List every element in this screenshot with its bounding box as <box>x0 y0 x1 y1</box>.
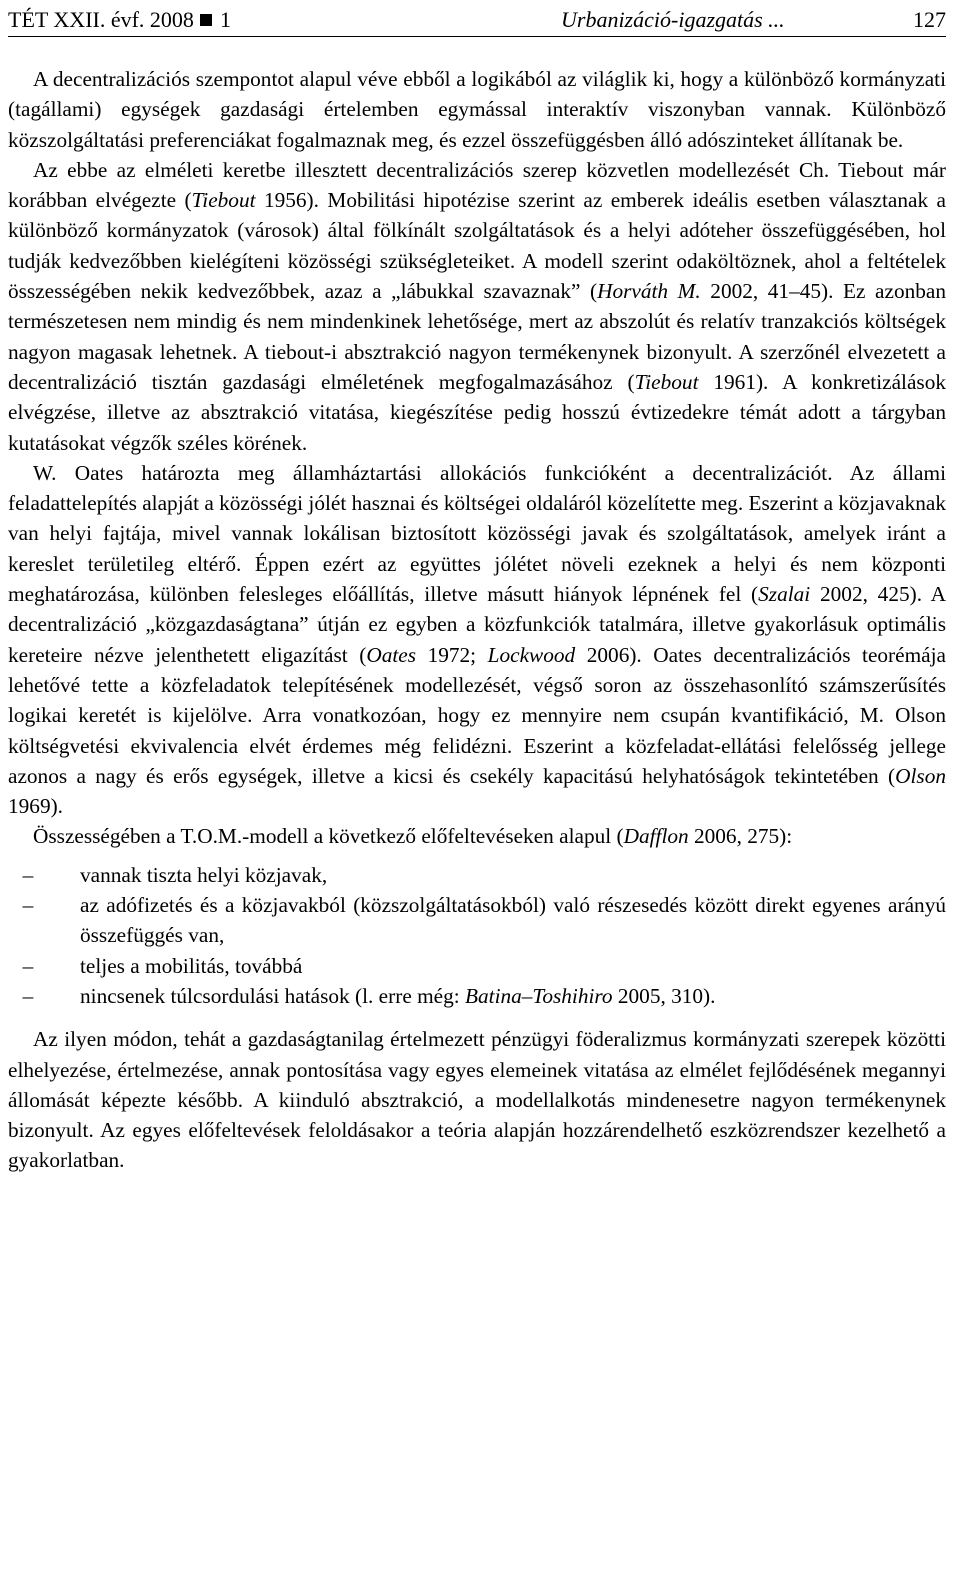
paragraph-4 <box>8 821 946 851</box>
citation: Szalai <box>758 582 811 607</box>
assumption-list <box>8 860 946 1011</box>
journal-info <box>8 4 231 36</box>
text-run: 2002, 41–45). Ez azonban természetesen nem mindig és nem mindenkinek lehetősége, mert az abszolút és relatív tranzakciós költségek nagyon magasak lehetnek. A tiebout-i absztrakció nagyon termékenynek bizonyult. A szerzőnél elvezetett a decentralizáció tisztán gazdasági elméletének megfogalmazásához ( <box>8 279 946 394</box>
citation: Lockwood <box>487 642 576 667</box>
list-item <box>8 860 946 890</box>
paragraph-3 <box>8 458 946 822</box>
dash-bullet-icon: – <box>22 893 34 918</box>
list-item <box>8 951 946 981</box>
citation: Olson <box>895 763 946 788</box>
journal-title: TÉT XXII. évf. 2008 <box>8 7 194 32</box>
dash-bullet-icon: – <box>22 953 34 978</box>
text-run: 2006). Oates decentralizációs teorémája lehetővé tette a közfeladatok telepítésének modellezését, végső soron az összehasonlító számszerűsítés logikai keretét is kijelölve. Arra vonatkozóan, hogy ez mennyire nem csupán kvantifikáció, M. Olson költségvetési ekvivalencia elvét érdemes még felidézni. Eszerint a közfeladat-ellátási felelősség jellege azonos a nagy és erős egységek, illetve a kicsi és csekély kapacitású helyhatóságok tekintetében ( <box>8 642 946 788</box>
paragraph-5: Az ilyen módon, tehát a gazdaságtanilag értelmezett pénzügyi föderalizmus kormányzati szerepek közötti elhelyezése, értelmezése, annak pontosítása vagy egyes elemeinek vitatása az elmélet fejlődésének megannyi állomását képezte később. A kiinduló absztrakció, a modellalkotás mindenesetre nagyon termékenynek bizonyult. Az egyes előfeltevések feloldásakor a teória alapján hozzárendelhető eszközrendszer kezelhető a gyakorlatban. <box>8 1027 946 1173</box>
running-header <box>8 4 946 37</box>
text-run: W. Oates határozta meg államháztartási allokációs funkcióként a decentralizációt. Az állami feladattelepítés alapját a közösségi jólét hasznai és költségei oldaláról közelítette meg. Eszerint a közjavaknak van helyi fajtája, mivel vannak lokálisan biztosított közösségi javak és szolgáltatások, amelyek iránt a kereslet területileg eltérő. Éppen ezért az együttes jólétet növeli ezeknek a helyi és nem központi meghatározása, különben felesleges előállítás, illetve másutt hiányok lépnének fel ( <box>8 460 946 607</box>
page-number: 127 <box>913 7 946 32</box>
citation: Tiebout <box>634 369 699 394</box>
list-item-text: 2005, 310). <box>612 983 716 1008</box>
citation: Batina–Toshihiro <box>465 983 613 1008</box>
text-run: 1956). Mobilitási hipotézise szerint az emberek ideális esetben választanak a különböző kormányzatok (városok) által fölkínált szolgáltatások és a helyi adóteher összefüggésében, hol tudják kedvezőbben kielégíteni közösségi szükségleteiket. A modell szerint odaköltöznek, ahol a feltételek összességében nekik kedvezőbbek, azaz a „lábukkal szavaznak” ( <box>8 188 947 304</box>
list-item-text: nincsenek túlcsordulási hatások (l. erre még: <box>80 983 465 1008</box>
dash-bullet-icon: – <box>22 862 34 887</box>
list-item-text: vannak tiszta helyi közjavak, <box>80 862 328 887</box>
square-bullet-icon <box>200 14 212 26</box>
list-item-text: teljes a mobilitás, továbbá <box>80 953 303 978</box>
paragraph-1: A decentralizációs szempontot alapul véve ebből a logikából az világlik ki, hogy a különböző kormányzati (tagállami) egységek gazdasági értelemben egymással interaktív viszonyban vannak. Különböző közszolgáltatási preferenciákat fogalmaznak meg, és ezzel összefüggésben álló adószinteket állítanak be. <box>8 67 946 152</box>
list-item <box>8 981 946 1011</box>
list-item-text: az adófizetés és a közjavakból (közszolgáltatásokból) való részesedés között direkt egyenes arányú összefüggés van, <box>80 893 946 948</box>
text-run: 2006, 275): <box>688 824 793 849</box>
citation: Oates <box>366 642 417 667</box>
citation: Horváth M. <box>597 279 701 304</box>
text-run: Összességében a T.O.M.-modell a következő előfeltevéseken alapul ( <box>33 824 624 849</box>
text-run: Az ebbe az elméleti keretbe illesztett decentralizációs szerep közvetlen modellezését Ch. Tiebout már korábban elvégezte ( <box>8 157 946 213</box>
citation: Tiebout <box>191 188 256 213</box>
paragraph-2 <box>8 155 946 458</box>
body-text <box>8 64 946 1176</box>
dash-bullet-icon: – <box>22 983 34 1008</box>
running-title: Urbanizáció-igazgatás ... <box>561 7 785 32</box>
text-run: 1969). <box>8 794 64 819</box>
citation: Dafflon <box>623 824 689 849</box>
text-run: 2002, 425). A decentralizáció „közgazdaságtana” útján ez egyben a közfunkciók tatalmára, illetve gyakorlásuk optimális kereteire nézve jelenthetett eligazítást ( <box>8 582 946 667</box>
text-run: 1972; <box>416 642 488 667</box>
text-run: 1961). A konkretizálások elvégzése, illetve az absztrakció vitatása, kiegészítése pedig hosszú évtizedekre témát adott a tárgyban kutatásokat végzők széles körének. <box>8 369 946 455</box>
issue-number: 1 <box>219 7 231 32</box>
list-item <box>8 890 946 951</box>
